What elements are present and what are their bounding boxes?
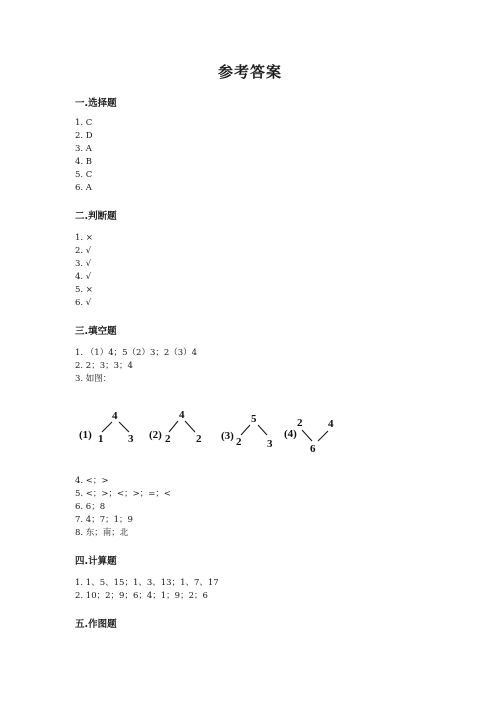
figure-branch <box>318 431 328 441</box>
answer-line: 4. √ <box>75 272 92 282</box>
section-heading-fill-blank: 三.填空题 <box>75 326 117 337</box>
figure-top-right-number: 4 <box>328 418 334 430</box>
answer-line: 6. 6；8 <box>75 502 106 512</box>
figure-branch <box>258 425 267 435</box>
figure-label: (2) <box>149 429 162 441</box>
figure-branch <box>302 430 312 441</box>
figure-branch <box>119 422 129 432</box>
answer-line: 1. 1、5、15；1、3、13；1、7、17 <box>75 578 219 588</box>
page-title: 参考答案 <box>217 63 282 81</box>
section-heading-choice: 一.选择题 <box>75 98 117 109</box>
answer-line: 3. A <box>75 144 92 154</box>
answer-line: 3. 如图： <box>75 374 112 384</box>
figure-left-number: 2 <box>165 433 171 445</box>
number-split-figure <box>75 404 345 456</box>
answer-line: 5. × <box>75 285 93 295</box>
figure-top-left-number: 2 <box>297 417 303 429</box>
figure-branch <box>241 425 250 435</box>
figure-top-number: 4 <box>179 409 185 421</box>
answer-line: 1. × <box>75 233 93 243</box>
figure-right-number: 3 <box>128 433 134 445</box>
answer-line: 6. A <box>75 183 92 193</box>
figure-left-number: 1 <box>98 433 104 445</box>
answer-line: 8. 东；南；北 <box>75 528 129 538</box>
figure-branch <box>102 422 112 432</box>
answer-line: 2. D <box>75 131 93 141</box>
section-heading-calculation: 四.计算题 <box>75 556 117 567</box>
answer-line: 3. √ <box>75 259 92 269</box>
figure-label: (1) <box>79 429 92 441</box>
answer-line: 2. 2；3；3；4 <box>75 361 133 371</box>
answer-line: 6. √ <box>75 298 92 308</box>
answer-line: 2. 10；2；9；6；4；1；9；2；6 <box>75 591 208 601</box>
figure-bottom-number: 6 <box>310 443 316 455</box>
figure-label: (4) <box>284 428 297 440</box>
answer-line: 5. C <box>75 170 93 180</box>
number-split-diagram <box>75 404 345 456</box>
figure-branch <box>185 421 195 432</box>
answer-line: 1. （1）4；5（2）3；2（3）4 <box>75 348 198 358</box>
answer-line: 1. C <box>75 118 93 128</box>
figure-top-number: 4 <box>112 410 118 422</box>
figure-branch <box>169 421 178 432</box>
figure-right-number: 2 <box>196 433 202 445</box>
figure-left-number: 2 <box>236 436 242 448</box>
answer-line: 2. √ <box>75 246 92 256</box>
answer-line: 4. <；> <box>75 476 109 486</box>
answer-line: 5. <；>；<；>；=；< <box>75 489 172 499</box>
figure-right-number: 3 <box>267 438 273 450</box>
figure-label: (3) <box>221 430 234 442</box>
answer-line: 4. B <box>75 157 93 167</box>
answer-line: 7. 4；7；1；9 <box>75 515 133 525</box>
section-heading-judgement: 二.判断题 <box>75 211 117 222</box>
section-heading-drawing: 五.作图题 <box>75 619 117 630</box>
figure-top-number: 5 <box>251 413 257 425</box>
